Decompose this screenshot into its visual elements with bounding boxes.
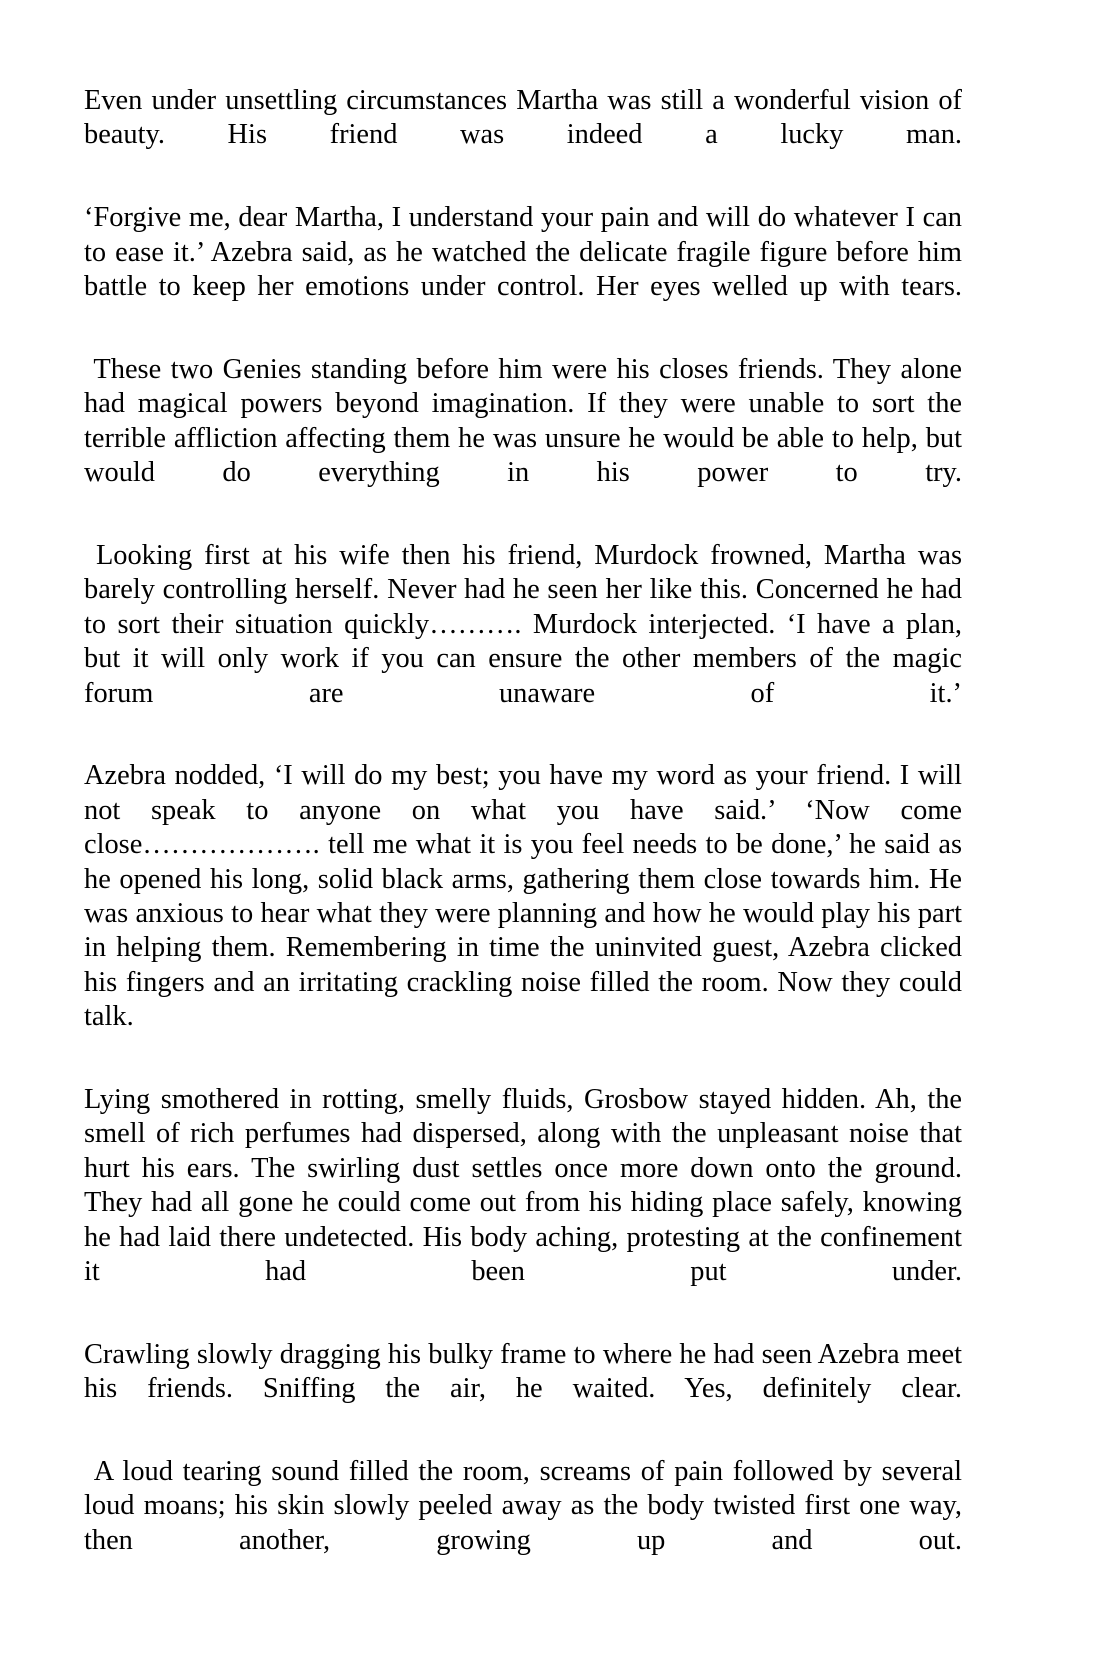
paragraph: Crawling slowly dragging his bulky frame to where he had seen Azebra meet his friends. Sniffing the air, he waited. Yes, definitely clear. (84, 1338, 970, 1405)
paragraph: Even under unsettling circumstances Martha was still a wonderful vision of beauty. His friend was indeed a lucky man. (84, 85, 970, 151)
paragraph: Lying smothered in rotting, smelly fluids, Grosbow stayed hidden. Ah, the smell of rich perfumes had dispersed, along with the unpleasant noise that hurt his ears. The swirling dust settles once more down onto the ground. They had all gone he could come out from his hiding place safely, knowing he had laid there undetected. His body aching, protesting at the confinement it had been put under. (84, 1083, 970, 1287)
paragraph: Azebra nodded, ‘I will do my best; you have my word as your friend. I will not speak to anyone on what you have said.’ ‘Now come close………………. tell me what it is you feel needs to be done,’ he said as he opened his long, solid black arms, gathering them close towards him. He was anxious to hear what they were planning and how he would play his part in helping them. Remembering in time the uninvited guest, Azebra clicked his fingers and an irritating crackling noise filled the room. Now they could talk. (84, 760, 970, 1033)
paragraph: ‘Forgive me, dear Martha, I understand your pain and will do whatever I can to ease it.’ Azebra said, as he watched the delicate fragile figure before him battle to keep her emotions under control. Her eyes welled up with tears. (84, 202, 970, 303)
paragraph: These two Genies standing before him were his closes friends. They alone had magical powers beyond imagination. If they were unable to sort the terrible affliction affecting them he was unsure he would be able to help, but would do everything in his power to try. (84, 353, 970, 489)
paragraph: A loud tearing sound filled the room, screams of pain followed by several loud moans; his skin slowly peeled away as the body twisted first one way, then another, growing up and out. (84, 1456, 970, 1556)
body-text-column (84, 84, 970, 1593)
paragraph: Looking first at his wife then his friend, Murdock frowned, Martha was barely controlling herself. Never had he seen her like this. Concerned he had to sort their situation quickly………. Murdock interjected. ‘I have a plan, but it will only work if you can ensure the other members of the magic forum are unaware of it.’ (84, 539, 970, 709)
